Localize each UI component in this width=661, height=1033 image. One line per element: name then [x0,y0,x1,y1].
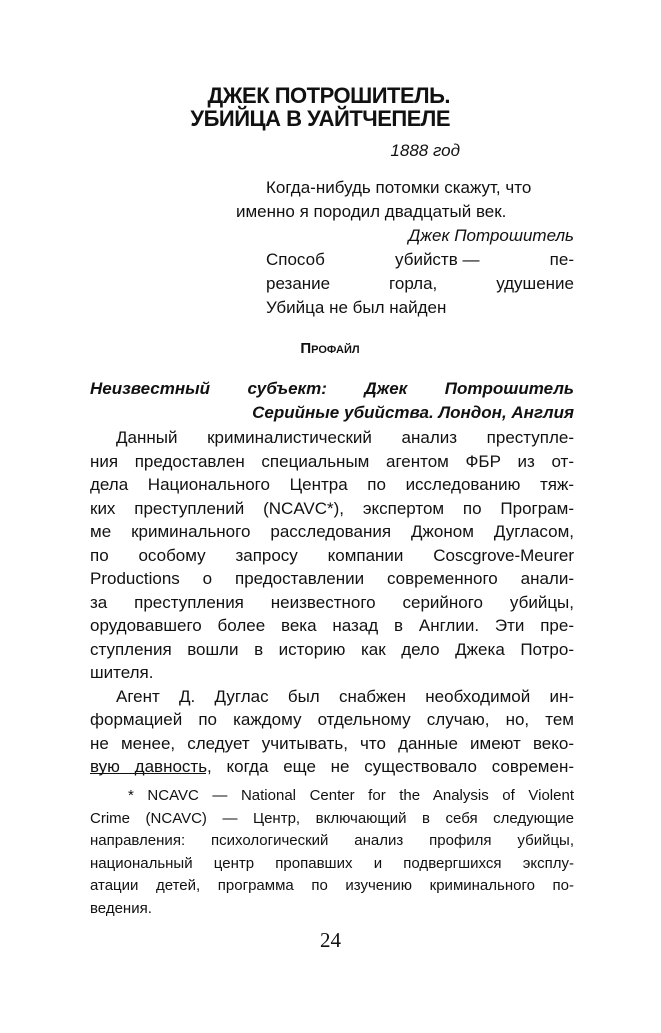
footnote-line: направления: психологический анализ профиля убийцы, [90,832,574,849]
body-line: Данный криминалистический анализ преступле- [116,428,574,447]
epigraph-quote-line: Когда-нибудь потомки скажут, что [266,178,532,197]
body-line: вую давность, когда еще не существовало современ- [90,757,574,776]
footnote-line: атации детей, программа по изучению криминального по- [90,877,574,894]
epigraph-word: пе- [549,250,574,269]
body-line: ступления вошли в историю как дело Джека Потро- [90,639,574,659]
body-line: за преступления неизвестного серийного убийцы, [90,592,574,612]
footnote [90,785,574,920]
epigraph-word: убийств — [395,250,480,269]
page-number: 24 [320,928,341,952]
footnote-line: ведения. [90,899,152,917]
chapter-title-line-2: УБИЙЦА В УАЙТЧЕПЕЛЕ [190,106,450,131]
epigraph-word: горла, [389,274,438,293]
subject-line-1: Неизвестный субъект: Джек Потрошитель [90,379,574,398]
section-title: Профайл [300,340,360,357]
footnote-line: * NCAVC — National Center for the Analysis of Violent [128,787,574,804]
epigraph-note: Убийца не был найден [266,298,447,317]
epigraph-method-line [266,248,574,272]
body-line: дела Национального Центра по исследованию тяж- [90,475,574,494]
epigraph-word: Способ [266,250,325,269]
body-line: ния предоставлен специальным агентом ФБР из от- [90,451,574,471]
footnote-line: Crime (NCAVC) — Центр, включающий в себя следующие [90,809,574,827]
epigraph-word: удушение [496,274,574,293]
epigraph-method-line [266,272,574,296]
chapter-year: 1888 год [390,141,460,160]
body-line: шителя. [90,663,154,682]
body-text [90,426,574,779]
footnote-line: национальный центр пропавших и подвергшихся эксплу- [90,854,574,872]
subject-heading [90,377,574,425]
body-line: Productions о предоставлении современного анали- [90,569,574,588]
epigraph [236,176,574,326]
body-line: не менее, следует учитывать, что данные имеют веко- [90,733,574,753]
body-line: по особому запросу компании Coscgrove-Meurer [90,545,574,565]
body-line: Агент Д. Дуглас был снабжен необходимой ин- [116,686,574,706]
epigraph-word: резание [266,274,331,293]
epigraph-quote-line: именно я породил двадцатый век. [236,202,507,221]
body-line: формацией по каждому отдельному случаю, но, тем [90,710,574,729]
footnote-divider [90,773,206,774]
epigraph-attribution: Джек Потрошитель [408,226,574,245]
subject-line-2: Серийные убийства. Лондон, Англия [252,403,574,422]
body-line: ме криминального расследования Джоном Дугласом, [90,522,574,541]
body-line: ких преступлений (NCAVC*), экспертом по Програм- [90,498,574,518]
chapter-title-line-1: ДЖЕК ПОТРОШИТЕЛЬ. [207,83,450,108]
body-line: орудовавшего более века назад в Англии. Эти пре- [90,616,574,635]
